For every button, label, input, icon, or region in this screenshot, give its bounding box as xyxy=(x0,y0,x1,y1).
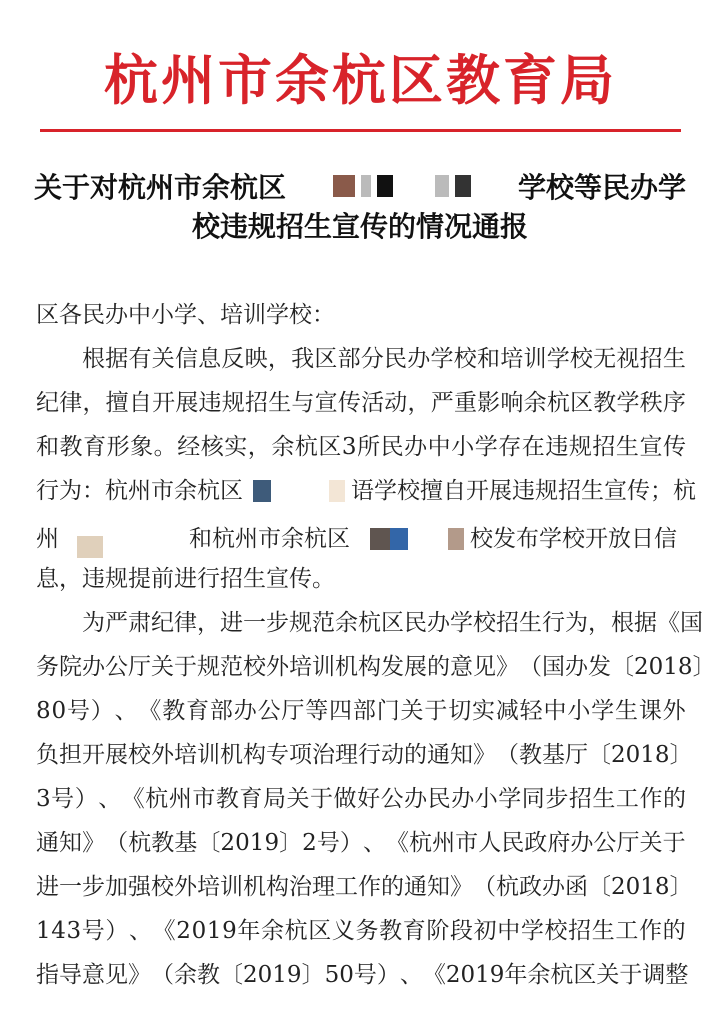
body-line xyxy=(36,476,696,506)
redaction-block xyxy=(333,175,471,197)
body-line: 负 担 开 展 校 外 培 训 机 构 专 项 治 理 行 动 的 通 知 》 （ 教 基 厅 〔 2 0 1 8 〕 xyxy=(36,742,693,768)
body-line: 纪 律 ， 擅 自 开 展 违 规 招 生 与 宣 传 活 动 ， 严 重 影 响 余 杭 区 教 学 秩 序 xyxy=(36,390,686,416)
body-line xyxy=(36,520,686,558)
body-line: 3 号 ） 、 《 杭 州 市 教 育 局 关 于 做 好 公 办 民 办 小 学 同 步 招 生 工 作 的 xyxy=(36,786,686,812)
title-text: 学校等民办学 xyxy=(517,171,686,204)
redaction-block xyxy=(370,528,464,550)
salutation: 区各民办中小学、培训学校： xyxy=(36,302,335,328)
document-title-line-1 xyxy=(34,166,686,206)
body-line: 息，违规提前进行招生宣传。 xyxy=(36,566,335,592)
title-text: 关于对杭州市余杭区 xyxy=(34,171,287,204)
body-text: 州 xyxy=(36,526,59,552)
document-title-line-2: 校违规招生宣传的情况通报 xyxy=(191,210,528,243)
body-text: 语学校擅自开展违规招生宣传；杭 xyxy=(351,478,696,504)
body-text: 和杭州市余杭区 xyxy=(189,526,350,552)
body-text: 校发布学校开放日信 xyxy=(470,526,677,552)
body-line: 通 知 》 （ 杭 教 基 〔 2 0 1 9 〕 2 号 ） 、 《 杭 州 市 人 民 政 府 办 公 厅 关 于 xyxy=(36,830,686,856)
body-line: 指 导 意 见 》 （ 余 教 〔 2 0 1 9 〕 5 0 号 ） 、 《 2 0 1 9 年 余 杭 区 关 于 调 整 xyxy=(36,962,689,988)
redaction-block xyxy=(253,480,345,502)
issuer-header: 杭州市余杭区教育局 xyxy=(104,49,617,112)
body-line: 8 0 号 ） 、 《 教 育 部 办 公 厅 等 四 部 门 关 于 切 实 减 轻 中 小 学 生 课 外 xyxy=(36,698,686,724)
red-divider xyxy=(40,129,681,132)
body-line: 为 严 肃 纪 律 ， 进 一 步 规 范 余 杭 区 民 办 学 校 招 生 行 为 ， 根 据 《 国 xyxy=(82,610,703,636)
redaction-block xyxy=(63,520,185,558)
body-line: 进 一 步 加 强 校 外 培 训 机 构 治 理 工 作 的 通 知 》 （ 杭 政 办 函 〔 2 0 1 8 〕 xyxy=(36,874,693,900)
body-line: 根 据 有 关 信 息 反 映 ， 我 区 部 分 民 办 学 校 和 培 训 学 校 无 视 招 生 xyxy=(82,346,686,372)
body-line: 务 院 办 公 厅 关 于 规 范 校 外 培 训 机 构 发 展 的 意 见 》 （ 国 办 发 〔 2 0 1 8 〕 xyxy=(36,654,716,680)
body-line: 1 4 3 号 ） 、 《 2 0 1 9 年 余 杭 区 义 务 教 育 阶 段 初 中 学 校 招 生 工 作 的 xyxy=(36,918,686,944)
body-line: 和 教 育 形 象 。 经 核 实 ， 余 杭 区 3 所 民 办 中 小 学 存 在 违 规 招 生 宣 传 xyxy=(36,434,686,460)
body-text: 行为：杭州市余杭区 xyxy=(36,478,243,504)
